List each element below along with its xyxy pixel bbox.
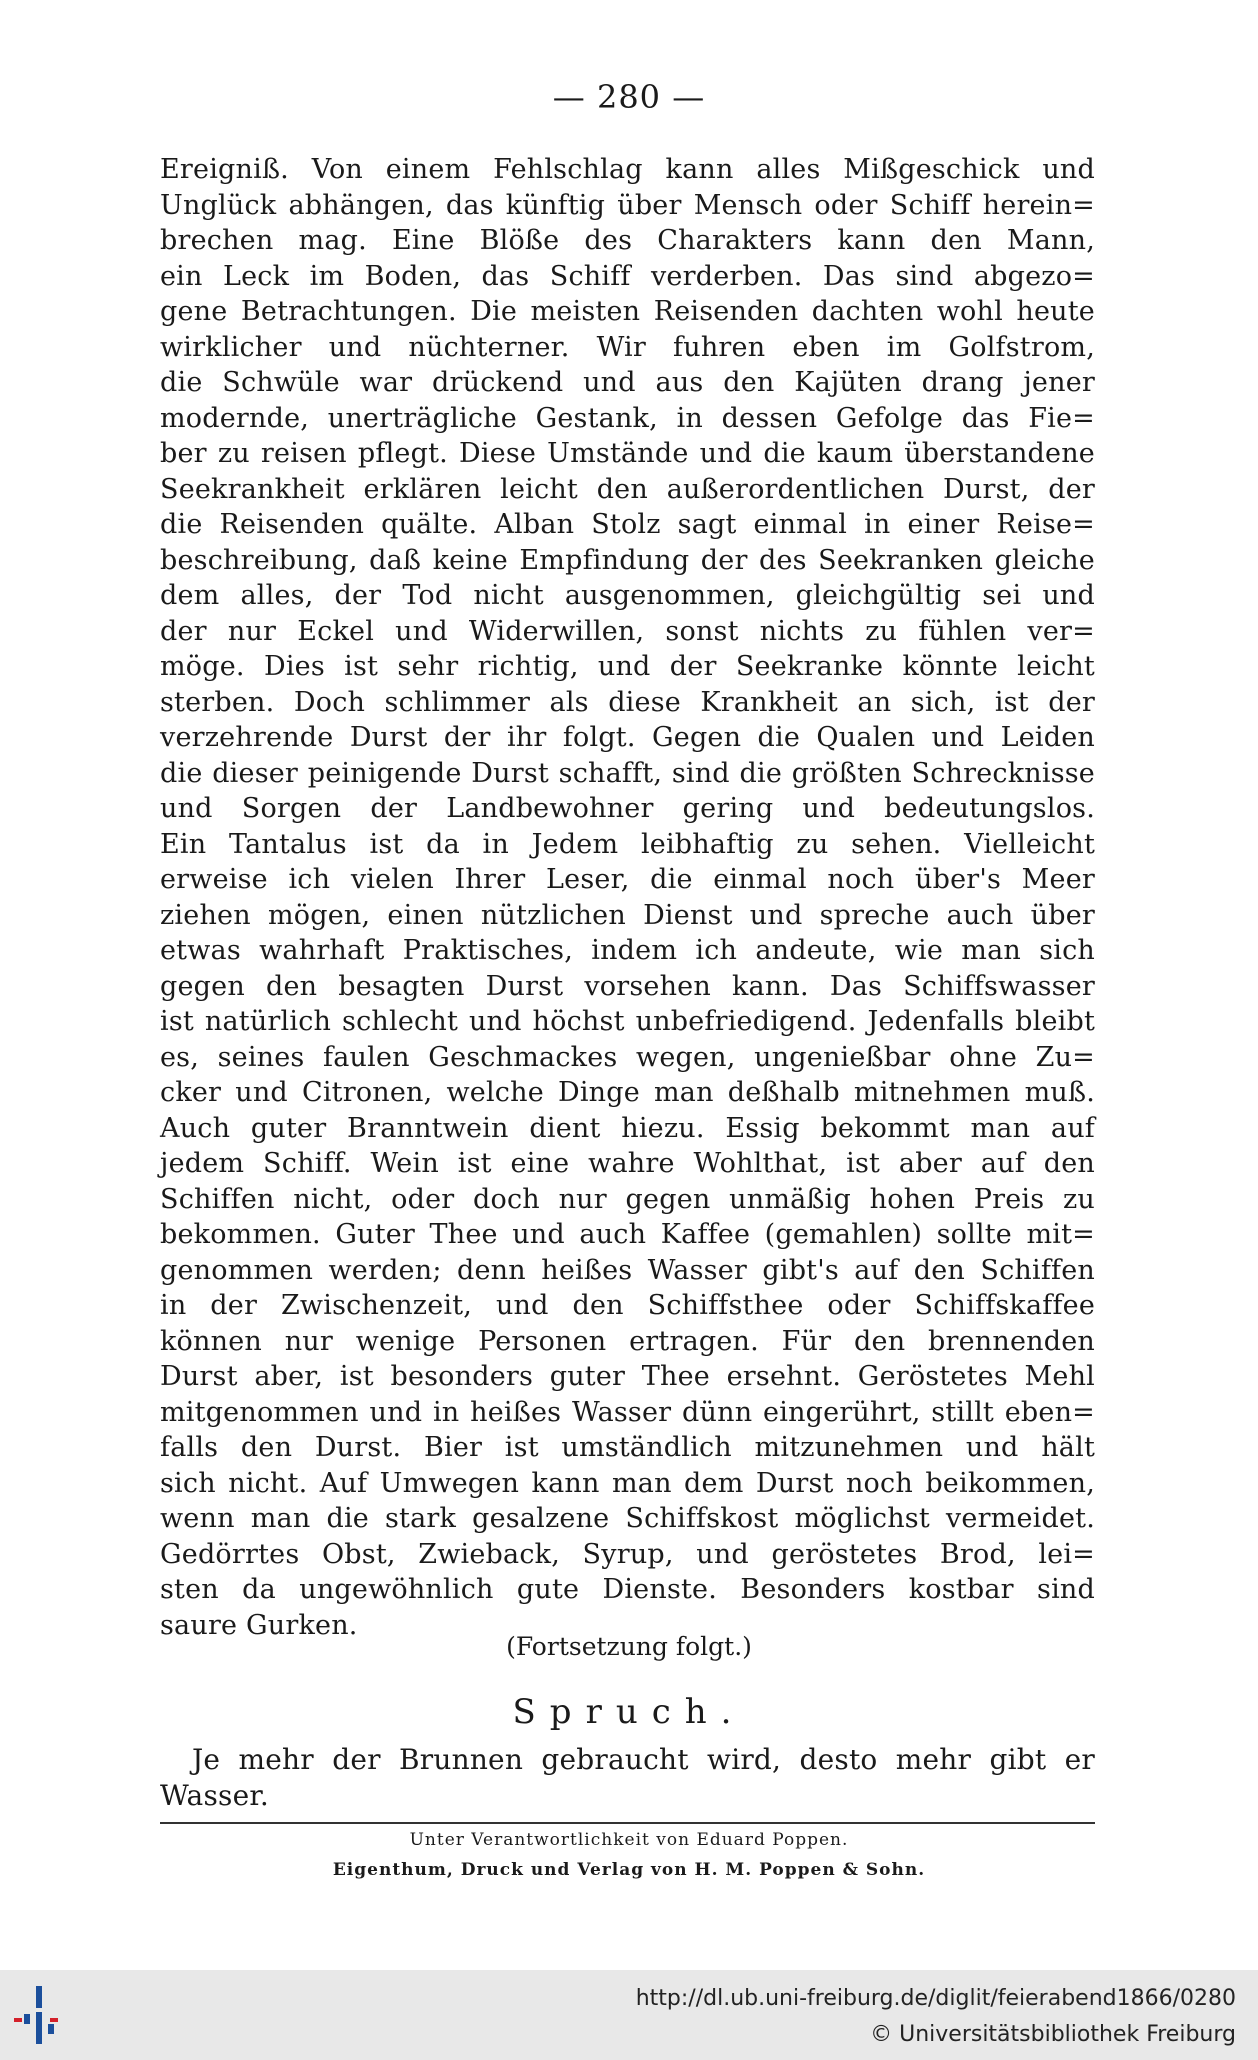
text-line: ber zu reisen pflegt. Diese Umstände und die kaum überstandene bbox=[160, 438, 1095, 469]
text-line: können nur wenige Personen ertragen. Für den brennenden bbox=[160, 1325, 1095, 1357]
text-line: die Schwüle war drückend und aus den Kajüten drang jener bbox=[160, 367, 1095, 398]
text-line: sten da ungewöhnlich gute Dienste. Besonders kostbar sind bbox=[160, 1574, 1095, 1605]
text-line: Durst aber, ist besonders guter Thee ersehnt. Geröstetes Mehl bbox=[160, 1361, 1095, 1392]
text-line: Auch guter Branntwein dient hiezu. Essig bekommt man auf bbox=[160, 1112, 1095, 1144]
continuation-note: (Fortsetzung folgt.) bbox=[506, 1632, 752, 1661]
text-line: sterben. Doch schlimmer als diese Krankheit an sich, ist der bbox=[160, 686, 1095, 718]
library-footer bbox=[0, 1970, 1258, 2060]
text-line: Gedörrtes Obst, Zwieback, Syrup, und geröstetes Brod, lei= bbox=[160, 1538, 1095, 1570]
text-line: Unglück abhängen, das künftig über Mensch oder Schiff herein= bbox=[160, 189, 1095, 221]
text-line: ein Leck im Boden, das Schiff verderben. Das sind abgezo= bbox=[160, 260, 1095, 292]
text-line: in der Zwischenzeit, und den Schiffsthee oder Schiffskaffee bbox=[160, 1290, 1095, 1321]
text-line: und Sorgen der Landbewohner gering und bedeutungslos. bbox=[160, 793, 1095, 824]
imprint-responsibility: Unter Verantwortlichkeit von Eduard Poppen. bbox=[409, 1830, 849, 1850]
text-line: gegen den besagten Durst vorsehen kann. Das Schiffswasser bbox=[160, 970, 1095, 1002]
text-line: Schiffen nicht, oder doch nur gegen unmäßig hohen Preis zu bbox=[160, 1183, 1095, 1215]
ub-freiburg-logo-icon bbox=[10, 1980, 70, 2050]
text-line: Ereigniß. Von einem Fehlschlag kann alles Mißgeschick und bbox=[160, 154, 1095, 185]
saying-text bbox=[160, 1742, 1095, 1814]
text-line: etwas wahrhaft Praktisches, indem ich andeute, wie man sich bbox=[160, 935, 1095, 966]
text-line: wirklicher und nüchterner. Wir fuhren eben im Golfstrom, bbox=[160, 331, 1095, 363]
text-line: sich nicht. Auf Umwegen kann man dem Durst noch beikommen, bbox=[160, 1467, 1095, 1499]
text-line: genommen werden; denn heißes Wasser gibt's auf den Schiffen bbox=[160, 1254, 1095, 1286]
text-line: möge. Dies ist sehr richtig, und der Seekranke könnte leicht bbox=[160, 651, 1095, 682]
imprint-publisher: Eigenthum, Druck und Verlag von H. M. Poppen & Sohn. bbox=[332, 1860, 926, 1880]
text-line: verzehrende Durst der ihr folgt. Gegen die Qualen und Leiden bbox=[160, 722, 1095, 753]
article-body bbox=[160, 152, 1095, 1643]
text-line: cker und Citronen, welche Dinge man deßhalb mitnehmen muß. bbox=[160, 1077, 1095, 1108]
text-line: erweise ich vielen Ihrer Leser, die einmal noch über's Meer bbox=[160, 864, 1095, 895]
footer-copyright: © Universitätsbibliothek Freiburg bbox=[870, 2022, 1236, 2047]
text-line: Ein Tantalus ist da in Jedem leibhaftig zu sehen. Vielleicht bbox=[160, 828, 1095, 860]
saying-line: Je mehr der Brunnen gebraucht wird, desto mehr gibt er bbox=[192, 1743, 1095, 1776]
section-title: Spruch. bbox=[512, 1692, 746, 1732]
text-line: modernde, unerträgliche Gestank, in dessen Gefolge das Fie= bbox=[160, 402, 1095, 434]
page-number: — 280 — bbox=[552, 78, 706, 116]
text-line: die Reisenden quälte. Alban Stolz sagt einmal in einer Reise= bbox=[160, 509, 1095, 540]
imprint-divider bbox=[160, 1822, 1095, 1824]
text-line: der nur Eckel und Widerwillen, sonst nichts zu fühlen ver= bbox=[160, 615, 1095, 647]
text-line: brechen mag. Eine Blöße des Charakters kann den Mann, bbox=[160, 225, 1095, 256]
text-line: dem alles, der Tod nicht ausgenommen, gleichgültig sei und bbox=[160, 580, 1095, 611]
text-line: Seekrankheit erklären leicht den außerordentlichen Durst, der bbox=[160, 473, 1095, 505]
text-line: ziehen mögen, einen nützlichen Dienst und spreche auch über bbox=[160, 899, 1095, 931]
text-line: falls den Durst. Bier ist umständlich mitzunehmen und hält bbox=[160, 1432, 1095, 1463]
text-line: mitgenommen und in heißes Wasser dünn eingerührt, stillt eben= bbox=[160, 1396, 1095, 1428]
text-line: die dieser peinigende Durst schafft, sind die größten Schrecknisse bbox=[160, 757, 1095, 789]
footer-url-link[interactable]: http://dl.ub.uni-freiburg.de/diglit/feierabend1866/0280 bbox=[635, 1986, 1236, 2011]
text-line: ist natürlich schlecht und höchst unbefriedigend. Jedenfalls bleibt bbox=[160, 1006, 1095, 1037]
text-line: saure Gurken. bbox=[160, 1609, 358, 1641]
text-line: wenn man die stark gesalzene Schiffskost möglichst vermeidet. bbox=[160, 1503, 1095, 1534]
text-line: gene Betrachtungen. Die meisten Reisenden dachten wohl heute bbox=[160, 296, 1095, 327]
text-line: beschreibung, daß keine Empfindung der des Seekranken gleiche bbox=[160, 544, 1095, 576]
text-line: jedem Schiff. Wein ist eine wahre Wohlthat, ist aber auf den bbox=[160, 1148, 1095, 1179]
saying-line: Wasser. bbox=[160, 1779, 269, 1812]
text-line: bekommen. Guter Thee und auch Kaffee (gemahlen) sollte mit= bbox=[160, 1219, 1095, 1250]
text-line: es, seines faulen Geschmackes wegen, ungenießbar ohne Zu= bbox=[160, 1041, 1095, 1073]
